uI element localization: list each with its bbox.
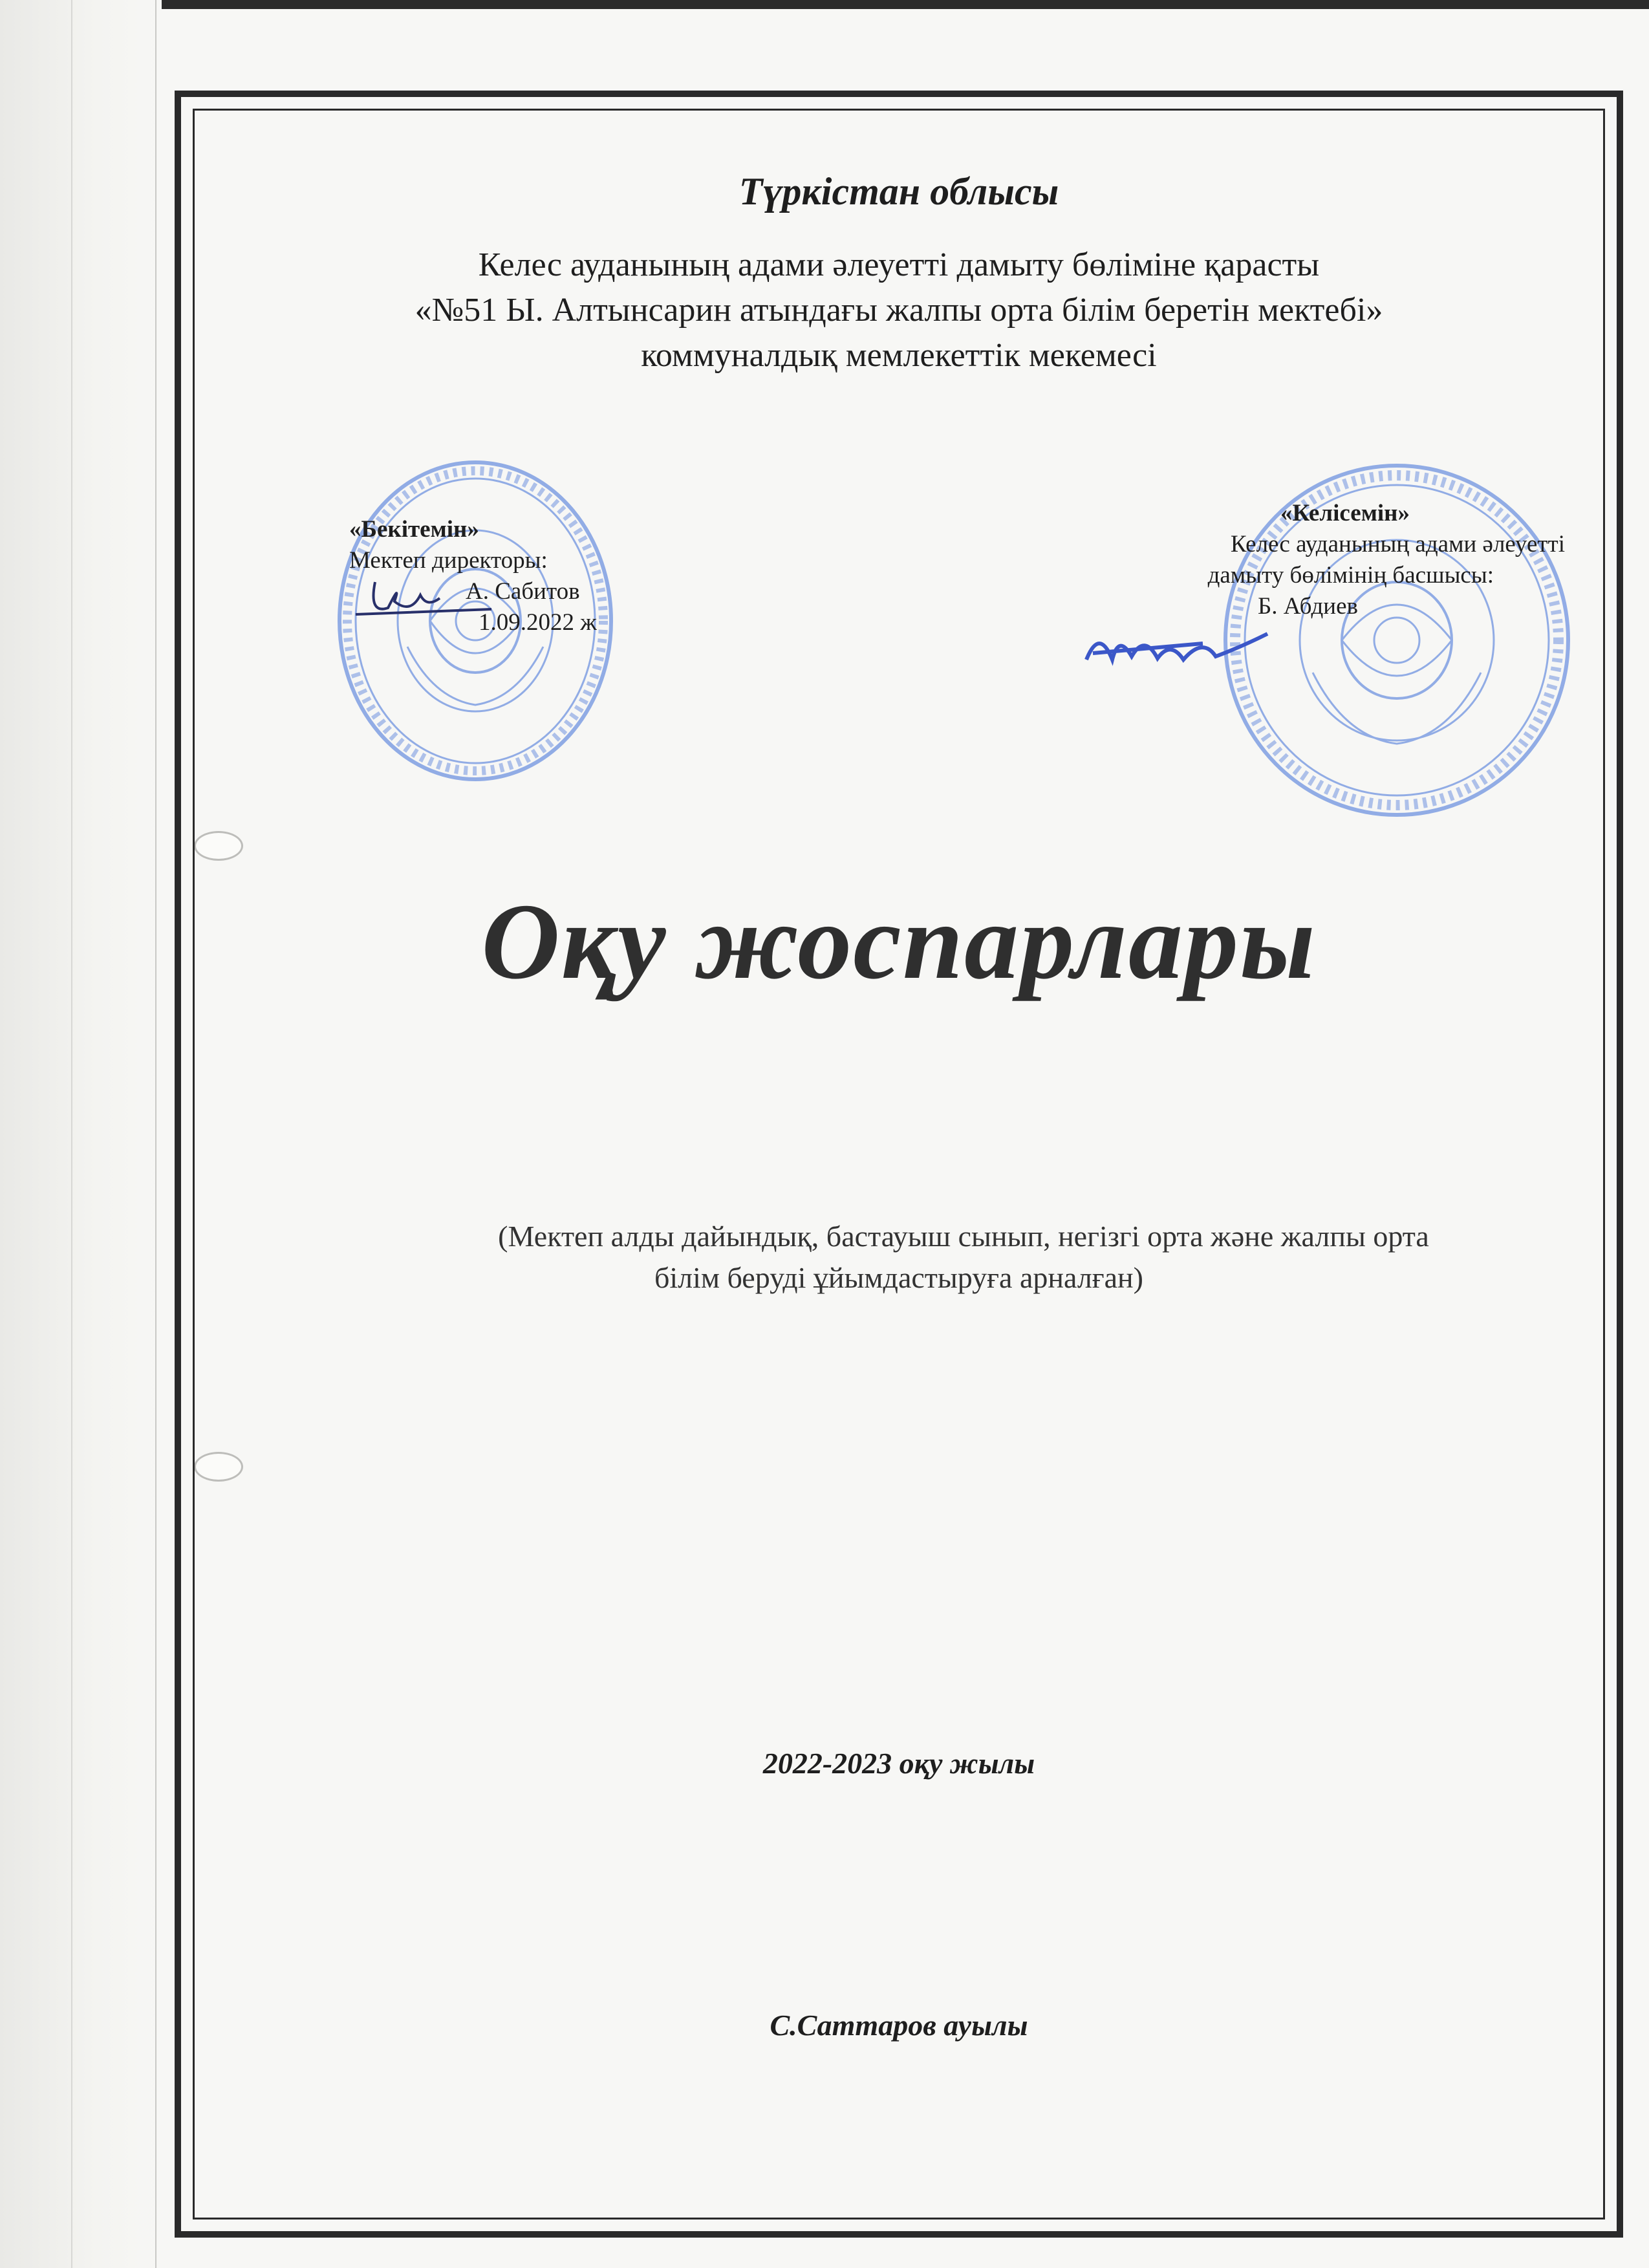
organization-line: коммуналдық мемлекеттік мекемесі	[641, 337, 1157, 374]
village-name: С.Саттаров ауылы	[770, 2009, 1028, 2042]
subtitle-line: білім беруді ұйымдастыруға арналған)	[654, 1261, 1143, 1294]
approval-position: Мектеп директоры:	[349, 547, 548, 574]
approval-date: 1.09.2022 ж	[479, 609, 597, 636]
subtitle-line: (Мектеп алды дайындық, бастауыш сынып, негізгі орта және жалпы орта	[498, 1220, 1429, 1253]
organization-line: «№51 Ы. Алтынсарин атындағы жалпы орта білім беретін мектебі»	[415, 292, 1383, 329]
organization-name	[193, 243, 1605, 378]
approval-name: А. Сабитов	[466, 578, 580, 605]
agreement-position: Келес ауданының адами әлеуетті	[1230, 531, 1565, 557]
director-signature	[349, 569, 498, 627]
page-frame-inner	[193, 109, 1605, 2219]
academic-year: 2022-2023 оқу жылы	[762, 1747, 1035, 1780]
document-title: Оқу жоспарлары	[481, 881, 1317, 1002]
scan-left-margin	[0, 0, 162, 2268]
agreement-block	[1145, 498, 1565, 622]
region-title: Түркістан облысы	[738, 170, 1059, 213]
approval-heading: «Бекітемін»	[349, 516, 479, 543]
document-subtitle	[193, 1216, 1605, 1299]
agreement-position: дамыту бөлімінің басшысы:	[1207, 562, 1494, 589]
page-fold-line	[71, 0, 72, 2268]
agreement-name: Б. Абдиев	[1257, 593, 1358, 620]
organization-line: Келес ауданының адами әлеуетті дамыту бөліміне қарасты	[478, 246, 1320, 283]
head-signature	[1073, 608, 1306, 692]
scan-top-border	[0, 0, 1649, 9]
page-fold-line	[155, 0, 156, 2268]
agreement-heading: «Келісемін»	[1280, 500, 1410, 526]
